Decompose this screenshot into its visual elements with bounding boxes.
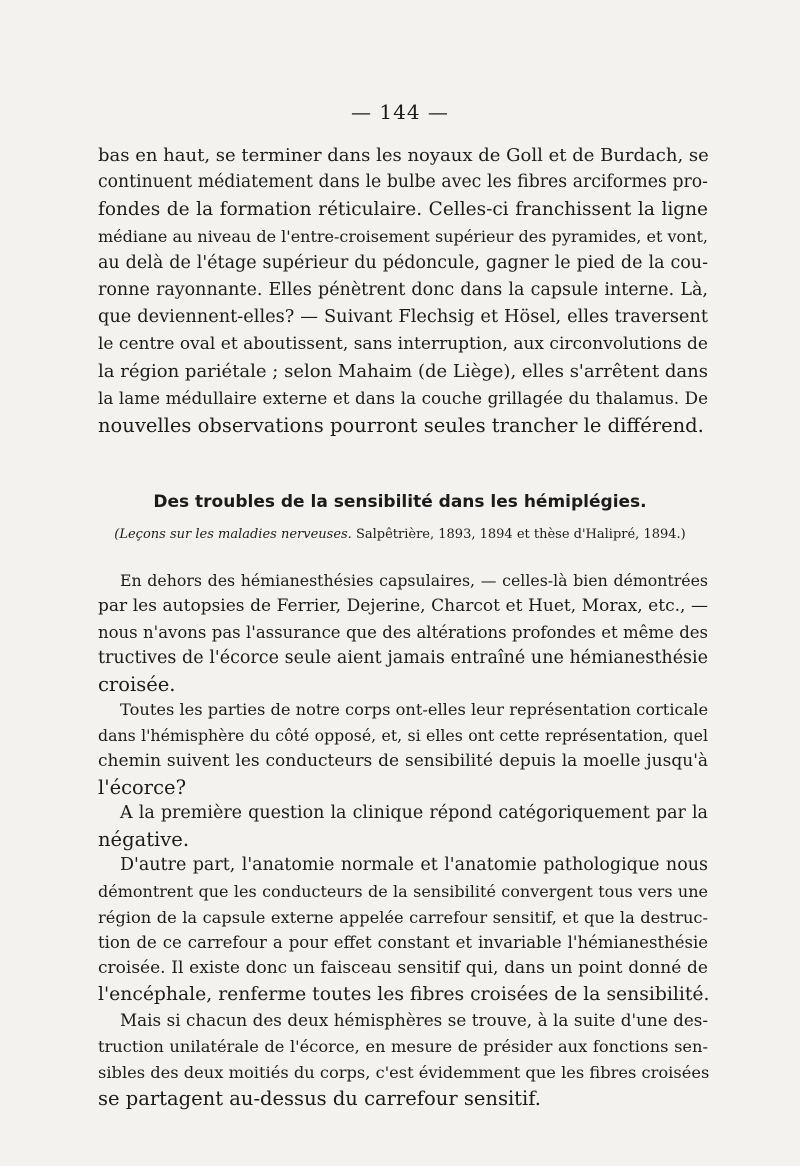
text-line: par les autopsies de Ferrier, Dejerine, Charcot et Huet, Morax, etc., — [98, 595, 708, 616]
text-line: au delà de l'étage supérieur du pédoncule, gagner le pied de la cou- [98, 253, 708, 273]
section-title: Des troubles de la sensibilité dans les hémiplégies. [153, 492, 647, 512]
text-line: le centre oval et aboutissent, sans interruption, aux circonvolutions de [98, 334, 708, 354]
text-line: truction unilatérale de l'écorce, en mesure de présider aux fonctions sen- [98, 1037, 708, 1057]
text-line: tructives de l'écorce seule aient jamais entraîné une hémianesthésie [98, 647, 708, 668]
paragraph-1 [98, 142, 708, 439]
text-line: la région pariétale ; selon Mahaim (de Liège), elles s'arrêtent dans [98, 361, 708, 382]
text-line: bas en haut, se terminer dans les noyaux de Goll et de Burdach, se [98, 145, 709, 166]
text-line: la lame médullaire externe et dans la couche grillagée du thalamus. De [98, 388, 708, 408]
reference-detail: Salpêtrière, 1893, 1894 et thèse d'Halipré, 1894.) [351, 527, 686, 542]
text-line: se partagent au-dessus du carrefour sensitif. [98, 1086, 541, 1110]
text-line: A la première question la clinique répond catégoriquement par la [120, 803, 708, 824]
text-line: En dehors des hémianesthésies capsulaires, — celles-là bien démontrées [120, 571, 708, 590]
page-number: — 144 — [351, 100, 449, 124]
text-line: Toutes les parties de notre corps ont-elles leur représentation corticale [120, 700, 709, 720]
text-line: démontrent que les conducteurs de la sensibilité convergent tous vers une [98, 881, 708, 901]
paragraph-2 [98, 568, 708, 1112]
text-line: l'écorce? [98, 776, 187, 800]
text-line: dans l'hémisphère du côté opposé, et, si elles ont cette représentation, quel [98, 726, 708, 746]
text-line: région de la capsule externe appelée carrefour sensitif, et que la destruc- [98, 907, 708, 927]
text-line: Mais si chacun des deux hémisphères se trouve, à la suite d'une des- [120, 1010, 708, 1031]
text-line: croisée. [98, 672, 176, 696]
reference-source: (Leçons sur les maladies nerveuses. [114, 527, 352, 542]
text-line: nous n'avons pas l'assurance que des altérations profondes et même des [98, 622, 708, 642]
text-line: négative. [98, 827, 190, 851]
text-line: médiane au niveau de l'entre-croisement supérieur des pyramides, et vont, [98, 227, 708, 246]
text-line: nouvelles observations pourront seules trancher le différend. [98, 414, 704, 437]
text-line: ronne rayonnante. Elles pénètrent donc dans la capsule interne. Là, [98, 280, 708, 300]
text-line: croisée. Il existe donc un faisceau sensitif qui, dans un point donné de [98, 958, 708, 979]
text-line: l'encéphale, renferme toutes les fibres croisées de la sensibilité. [98, 984, 710, 1006]
text-line: D'autre part, l'anatomie normale et l'anatomie pathologique nous [120, 854, 708, 875]
text-line: sibles des deux moitiés du corps, c'est évidemment que les fibres croisées [98, 1062, 710, 1082]
text-line: fondes de la formation réticulaire. Celles-ci franchissent la ligne [98, 199, 708, 220]
text-line: continuent médiatement dans le bulbe avec les fibres arciformes pro- [98, 172, 708, 192]
text-line: chemin suivent les conducteurs de sensibilité depuis la moelle jusqu'à [98, 751, 708, 772]
text-line: que deviennent-elles? — Suivant Flechsig et Hösel, elles traversent [98, 307, 708, 327]
text-line: tion de ce carrefour a pour effet constant et invariable l'hémianesthésie [98, 933, 708, 953]
section-reference [0, 527, 800, 542]
